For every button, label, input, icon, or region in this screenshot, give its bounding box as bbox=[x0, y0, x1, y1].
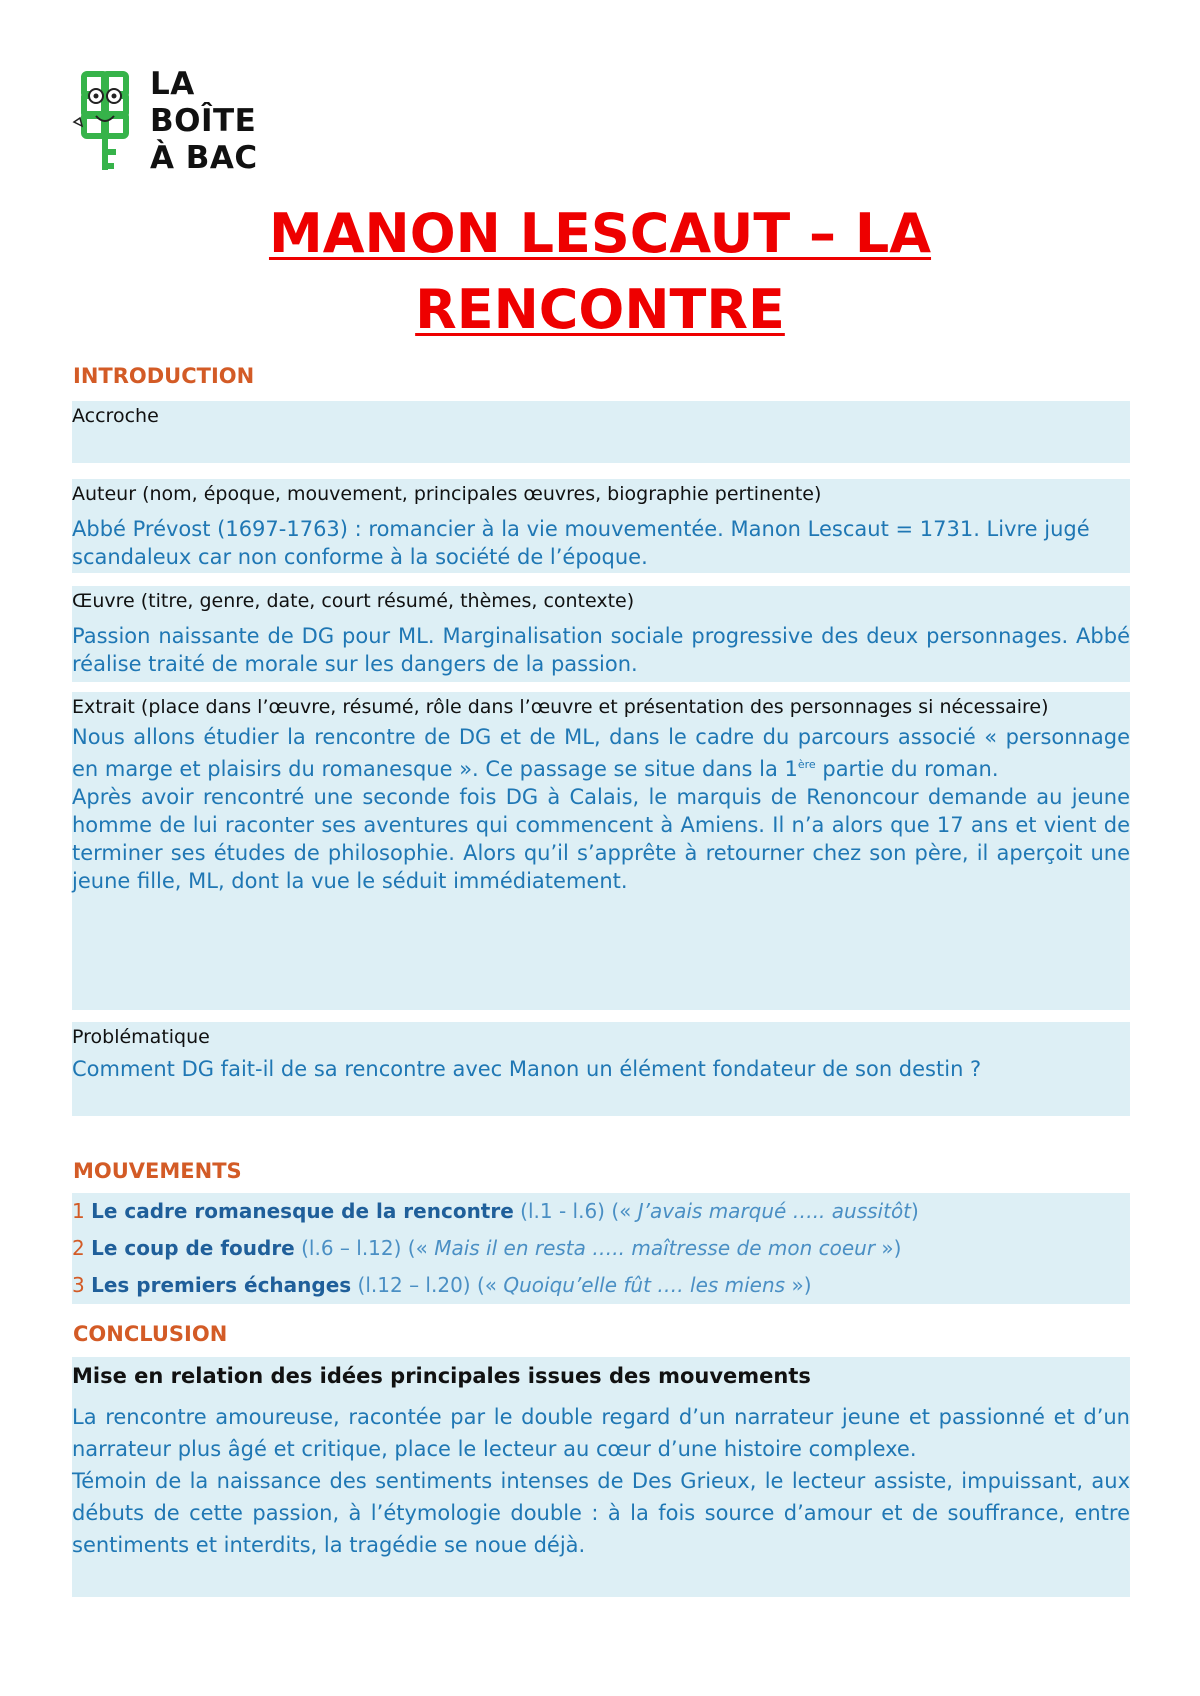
title-line-2: RENCONTRE bbox=[415, 278, 785, 341]
accroche-box bbox=[72, 401, 1130, 463]
mouvement-3 bbox=[72, 1267, 1130, 1304]
auteur-box bbox=[72, 479, 1130, 573]
mouvement-lines: (l.12 – l.20) bbox=[357, 1273, 471, 1297]
mouvement-name: Le cadre romanesque de la rencontre bbox=[91, 1199, 514, 1223]
mouvement-quote-close: ») bbox=[791, 1273, 812, 1297]
mouvement-name: Le coup de foudre bbox=[91, 1236, 295, 1260]
logo-line-2: BOÎTE bbox=[150, 103, 257, 139]
conclusion-box bbox=[72, 1357, 1130, 1597]
mouvement-lines: (l.6 – l.12) bbox=[301, 1236, 402, 1260]
oeuvre-text: Passion naissante de DG pour ML. Marginalisation sociale progressive des deux personnages. Abbé réalise traité de morale sur les dangers de la passion. bbox=[72, 624, 1130, 676]
mouvement-quote-close: ) bbox=[911, 1199, 919, 1223]
extrait-p1-text: Nous allons étudier la rencontre de DG et de ML, dans le cadre du parcours associé « personnage en marge et plaisirs du romanesque ». Ce passage se situe dans la 1 bbox=[72, 725, 1130, 781]
page-title bbox=[0, 196, 1200, 348]
extrait-p1-end: partie du roman. bbox=[815, 757, 999, 781]
mouvements-box bbox=[72, 1193, 1130, 1304]
logo-line-1: LA bbox=[150, 66, 195, 102]
auteur-text: Abbé Prévost (1697-1763) : romancier à la vie mouvementée. Manon Lescaut = 1731. Livre jugé scandaleux car non conforme à la société de l’époque. bbox=[72, 517, 1090, 569]
mouvement-2 bbox=[72, 1230, 1130, 1267]
mouvement-quote-open: (« bbox=[407, 1236, 428, 1260]
mouvement-1 bbox=[72, 1193, 1130, 1230]
mouvement-quote-close: ») bbox=[881, 1236, 902, 1260]
title-line-1: MANON LESCAUT – LA bbox=[268, 202, 932, 265]
extrait-box bbox=[72, 692, 1130, 1010]
introduction-heading: INTRODUCTION bbox=[73, 364, 255, 388]
mouvement-quote-open: (« bbox=[611, 1199, 632, 1223]
conclusion-label: Mise en relation des idées principales issues des mouvements bbox=[72, 1364, 811, 1388]
auteur-label: Auteur (nom, époque, mouvement, principales œuvres, biographie pertinente) bbox=[72, 483, 822, 505]
mouvement-number: 2 bbox=[72, 1236, 85, 1260]
mouvement-quote: Quoiqu’elle fût …. les miens bbox=[497, 1273, 792, 1297]
logo-wordmark bbox=[150, 66, 258, 177]
key-logo-icon bbox=[68, 66, 146, 178]
mouvement-name: Les premiers échanges bbox=[91, 1273, 352, 1297]
problematique-label: Problématique bbox=[72, 1026, 210, 1048]
extrait-paragraph-1 bbox=[72, 723, 1130, 783]
extrait-p1-sup: ère bbox=[797, 758, 816, 771]
mouvement-number: 1 bbox=[72, 1199, 85, 1223]
accroche-label: Accroche bbox=[72, 405, 159, 427]
conclusion-paragraph-1: La rencontre amoureuse, racontée par le double regard d’un narrateur jeune et passionné et d’un narrateur plus âgé et critique, place le lecteur au cœur d’une histoire complexe. bbox=[72, 1405, 1130, 1461]
problematique-box bbox=[72, 1022, 1130, 1116]
logo-line-3: À BAC bbox=[150, 140, 258, 176]
oeuvre-box bbox=[72, 586, 1130, 682]
mouvement-lines: (l.1 - l.6) bbox=[520, 1199, 605, 1223]
logo bbox=[68, 66, 288, 178]
problematique-text: Comment DG fait-il de sa rencontre avec Manon un élément fondateur de son destin ? bbox=[72, 1057, 982, 1081]
conclusion-heading: CONCLUSION bbox=[73, 1322, 228, 1346]
mouvements-heading: MOUVEMENTS bbox=[73, 1159, 242, 1183]
extrait-label: Extrait (place dans l’œuvre, résumé, rôle dans l’œuvre et présentation des personnages si nécessaire) bbox=[72, 696, 1049, 718]
mouvement-number: 3 bbox=[72, 1273, 85, 1297]
mouvement-quote-open: (« bbox=[476, 1273, 497, 1297]
extrait-paragraph-2: Après avoir rencontré une seconde fois DG à Calais, le marquis de Renoncour demande au jeune homme de lui raconter ses aventures qui commencent à Amiens. Il n’a alors que 17 ans et vient de terminer ses études de philosophie. Alors qu’il s’apprête à retourner chez son père, il aperçoit une jeune fille, ML, dont la vue le séduit immédiatement. bbox=[72, 785, 1130, 893]
mouvement-quote: Mais il en resta ….. maîtresse de mon coeur bbox=[427, 1236, 882, 1260]
oeuvre-label: Œuvre (titre, genre, date, court résumé, thèmes, contexte) bbox=[72, 590, 635, 612]
mouvement-quote: J’avais marqué ….. aussitôt bbox=[631, 1199, 912, 1223]
conclusion-paragraph-2: Témoin de la naissance des sentiments intenses de Des Grieux, le lecteur assiste, impuissant, aux débuts de cette passion, à l’étymologie double : à la fois source d’amour et de souffrance, entre sentiments et interdits, la tragédie se noue déjà. bbox=[72, 1469, 1130, 1557]
